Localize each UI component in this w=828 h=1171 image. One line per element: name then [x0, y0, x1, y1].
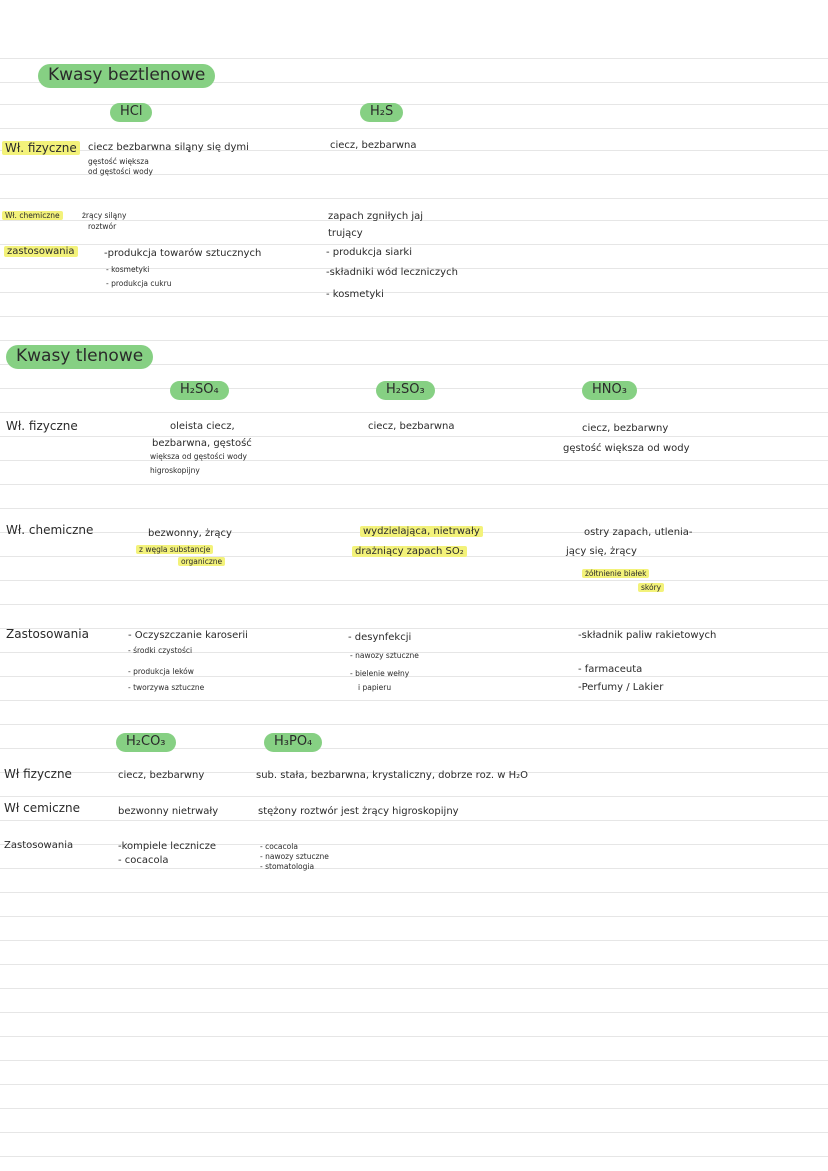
h3po4-zastosowania-line3: - stomatologia	[260, 862, 315, 871]
h2s-zastosowania-line1: - produkcja siarki	[326, 247, 413, 258]
hcl-fizyczne-line1: ciecz bezbarwna silą̨ny się dymi	[88, 142, 249, 153]
h2so4-zastosowania-line4: - tworzywa sztuczne	[128, 683, 205, 692]
acid-header-hno3: HNO₃	[582, 381, 637, 400]
row-label-fizyczne-3: Wł fizyczne	[4, 767, 72, 781]
row-label-zastosowania-2: Zastosowania	[6, 627, 89, 641]
hcl-chemiczne-line1: żrący silą̨ny	[82, 211, 127, 220]
hcl-fizyczne-line3: od gęstości wody	[88, 167, 153, 176]
h2so4-zastosowania-line3: - produkcja leków	[128, 667, 194, 676]
h2s-zastosowania-line2: -składniki wód leczniczych	[326, 267, 458, 278]
hno3-zastosowania-line2: - farmaceuta	[578, 664, 643, 675]
h3po4-chemiczne-line1: stężony roztwór jest żrący higroskopijny	[258, 806, 459, 817]
acid-header-h2so3: H₂SO₃	[376, 381, 435, 400]
h2so4-fizyczne-line4: higroskopijny	[150, 466, 200, 475]
h2so4-zastosowania-line1: - Oczyszczanie karoserii	[128, 630, 248, 641]
hno3-chemiczne-line1: ostry zapach, utlenia-	[584, 527, 693, 538]
acid-header-h2s: H₂S	[360, 103, 403, 122]
h2so3-chemiczne-line2: drażniący zapach SO₂	[352, 546, 467, 557]
h2so4-chemiczne-line1: bezwonny, żrący	[148, 528, 232, 539]
h2s-fizyczne-line1: ciecz, bezbarwna	[330, 140, 417, 151]
hcl-fizyczne-line2: gęstość większa	[88, 157, 149, 166]
h2so3-chemiczne-line1: wydzielająca, nietrwały	[360, 526, 483, 537]
h2co3-chemiczne-line1: bezwonny nietrwały	[118, 806, 219, 817]
h3po4-fizyczne-line1: sub. stała, bezbarwna, krystaliczny, dobrze roz. w H₂O	[256, 770, 529, 781]
acid-header-h2co3: H₂CO₃	[116, 733, 176, 752]
row-label-zastosowania-3: Zastosowania	[4, 840, 74, 851]
row-label-fizyczne-2: Wł. fizyczne	[6, 419, 78, 433]
hno3-fizyczne-line2: gęstość większa od wody	[563, 443, 690, 454]
row-label-fizyczne: Wł. fizyczne	[2, 141, 80, 155]
row-label-chemiczne-3: Wł cemiczne	[4, 801, 80, 815]
section-title-beztlenowe: Kwasy beztlenowe	[38, 64, 215, 88]
hno3-chemiczne-line4: skóry	[638, 583, 664, 592]
h2co3-zastosowania-line1: -kompiele lecznicze	[118, 841, 216, 852]
h2so3-zastosowania-line4: i papieru	[358, 683, 392, 692]
h2so4-zastosowania-line2: - środki czystości	[128, 646, 193, 655]
hno3-chemiczne-line2: jący się, żrący	[566, 546, 637, 557]
h2co3-fizyczne-line1: ciecz, bezbarwny	[118, 770, 205, 781]
hno3-zastosowania-line1: -składnik paliw rakietowych	[578, 630, 717, 641]
h3po4-zastosowania-line1: - cocacola	[260, 842, 298, 851]
row-label-zastosowania: zastosowania	[4, 246, 78, 257]
h2co3-zastosowania-line2: - cocacola	[118, 855, 169, 866]
hno3-zastosowania-line3: -Perfumy / Lakier	[578, 682, 664, 693]
acid-header-h2so4: H₂SO₄	[170, 381, 229, 400]
h2s-zastosowania-line3: - kosmetyki	[326, 289, 384, 300]
row-label-chemiczne: Wł. chemiczne	[2, 211, 63, 220]
acid-header-h3po4: H₃PO₄	[264, 733, 322, 752]
h3po4-zastosowania-line2: - nawozy sztuczne	[260, 852, 329, 861]
h2so3-zastosowania-line1: - desynfekcji	[348, 632, 412, 643]
h2so4-chemiczne-line2: z węgla substancje	[136, 545, 213, 554]
h2so4-fizyczne-line3: większa od gęstości wody	[150, 452, 247, 461]
hcl-zastosowania-line1: -produkcja towarów sztucznych	[104, 248, 262, 259]
acid-header-hcl: HCl	[110, 103, 152, 122]
section-title-tlenowe: Kwasy tlenowe	[6, 345, 153, 369]
row-label-chemiczne-2: Wł. chemiczne	[6, 523, 94, 537]
h2so4-fizyczne-line1: oleista ciecz,	[170, 421, 235, 432]
h2so4-chemiczne-line3: organiczne	[178, 557, 225, 566]
h2so4-fizyczne-line2: bezbarwna, gęstość	[152, 438, 252, 449]
h2s-chemiczne-line2: trujący	[328, 228, 363, 239]
hcl-zastosowania-line3: - produkcja cukru	[106, 279, 172, 288]
h2so3-zastosowania-line2: - nawozy sztuczne	[350, 651, 419, 660]
h2s-chemiczne-line1: zapach zgniłych jaj	[328, 211, 424, 222]
hcl-chemiczne-line2: roztwór	[88, 222, 117, 231]
hno3-chemiczne-line3: żółtnienie białek	[582, 569, 649, 578]
h2so3-fizyczne-line1: ciecz, bezbarwna	[368, 421, 455, 432]
hcl-zastosowania-line2: - kosmetyki	[106, 265, 150, 274]
hno3-fizyczne-line1: ciecz, bezbarwny	[582, 423, 669, 434]
h2so3-zastosowania-line3: - bielenie wełny	[350, 669, 410, 678]
